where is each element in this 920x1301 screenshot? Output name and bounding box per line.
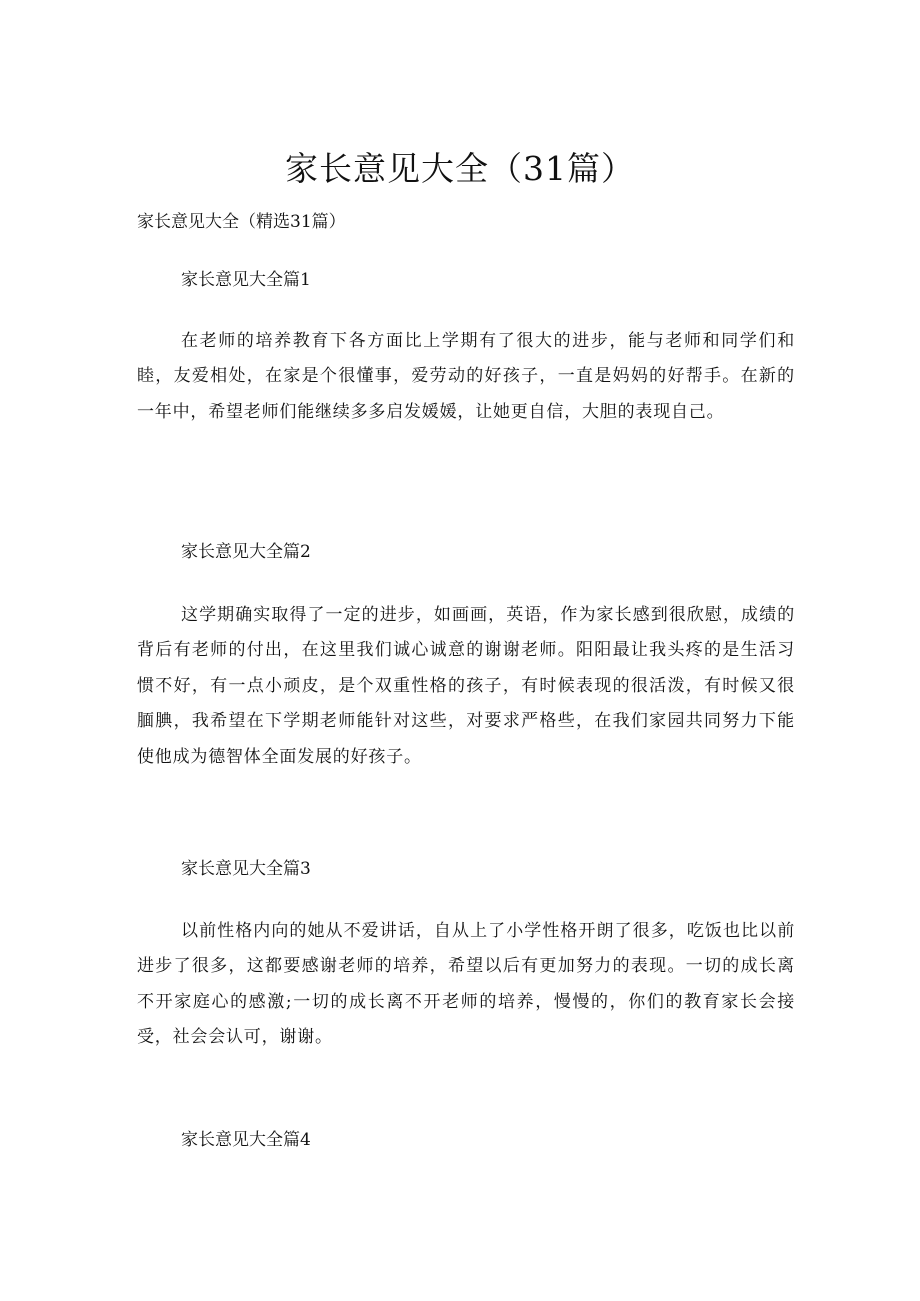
section-paragraph-1: 在老师的培养教育下各方面比上学期有了很大的进步，能与老师和同学们和睦，友爱相处，在家是个很懂事，爱劳动的好孩子，一直是妈妈的好帮手。在新的一年中，希望老师们能继续多多启发媛媛，让她更自信，大胆的表现自己。 — [137, 331, 795, 422]
section-heading-2: 家长意见大全篇2 — [181, 542, 311, 562]
document-title: 家长意见大全（31篇） — [285, 149, 635, 188]
section-paragraph-3: 以前性格内向的她从不爱讲话，自从上了小学性格开朗了很多，吃饭也比以前进步了很多，这都要感谢老师的培养，希望以后有更加努力的表现。一切的成长离不开家庭心的感激;一切的成长离不开老师的培养，慢慢的，你们的教育家长会接受，社会会认可，谢谢。 — [137, 921, 795, 1048]
section-heading-1: 家长意见大全篇1 — [181, 270, 311, 290]
section-paragraph-2: 这学期确实取得了一定的进步，如画画，英语，作为家长感到很欣慰，成绩的背后有老师的付出，在这里我们诚心诚意的谢谢老师。阳阳最让我头疼的是生活习惯不好，有一点小顽皮，是个双重性格的孩子，有时候表现的很活泼，有时候又很腼腆，我希望在下学期老师能针对这些，对要求严格些，在我们家园共同努力下能使他成为德智体全面发展的好孩子。 — [137, 605, 795, 767]
section-heading-4: 家长意见大全篇4 — [181, 1130, 311, 1150]
section-heading-3: 家长意见大全篇3 — [181, 859, 311, 879]
document-subtitle: 家长意见大全（精选31篇） — [137, 212, 346, 232]
